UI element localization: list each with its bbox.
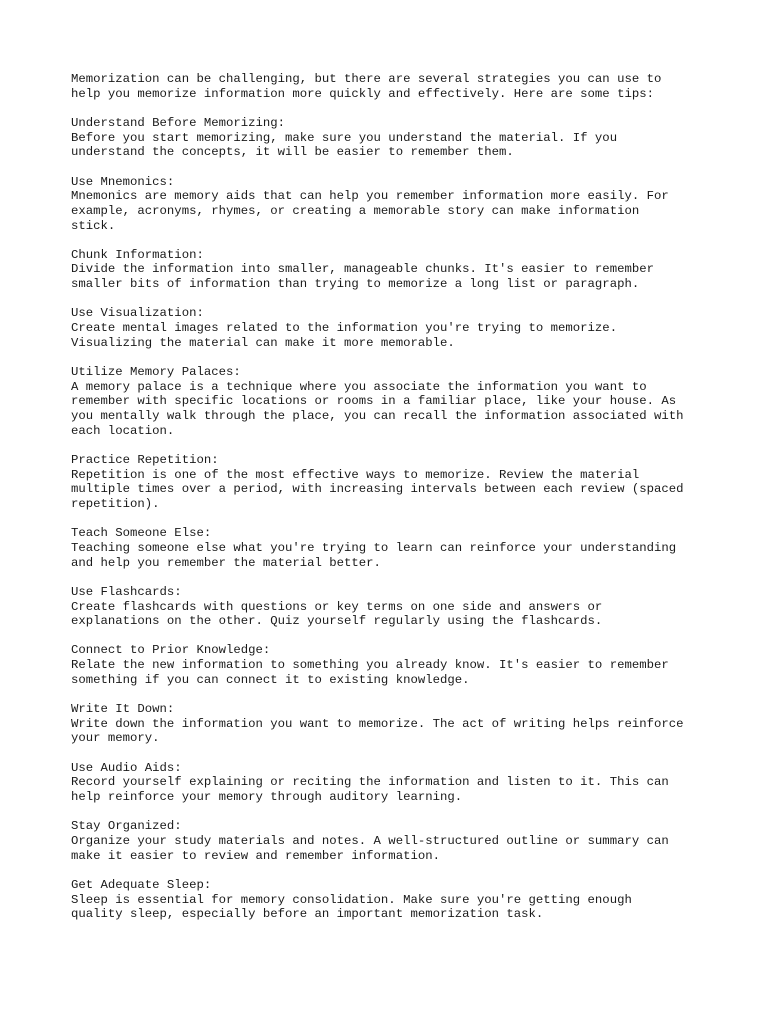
section-body: Write down the information you want to memorize. The act of writing helps reinforce your memory. <box>71 716 684 746</box>
section-body: Repetition is one of the most effective ways to memorize. Review the material multiple times over a period, with increasing intervals between each review (spaced repetition). <box>71 467 684 511</box>
section-use-flashcards <box>71 585 711 629</box>
section-heading: Use Mnemonics: <box>71 174 175 189</box>
section-body: Relate the new information to something you already know. It's easier to remember something if you can connect it to existing knowledge. <box>71 658 669 687</box>
section-heading: Use Audio Aids: <box>71 760 182 775</box>
section-heading: Practice Repetition: <box>71 452 219 467</box>
intro-paragraph: Memorization can be challenging, but there are several strategies you can use to help you memorize information more quickly and effectively. Here are some tips: <box>71 72 662 101</box>
section-body: Record yourself explaining or reciting the information and listen to it. This can help reinforce your memory through auditory learning. <box>71 775 669 804</box>
section-use-audio-aids <box>71 761 711 805</box>
section-understand-before-memorizing <box>71 116 711 160</box>
section-body: Teaching someone else what you're trying to learn can reinforce your understanding and help you remember the material better. <box>71 540 677 570</box>
section-use-mnemonics <box>71 175 711 234</box>
document-page <box>71 72 711 937</box>
section-use-visualization <box>71 306 711 350</box>
section-connect-to-prior-knowledge <box>71 643 711 687</box>
section-body: Before you start memorizing, make sure you understand the material. If you understand the concepts, it will be easier to remember them. <box>71 130 618 160</box>
section-chunk-information <box>71 248 711 292</box>
section-get-adequate-sleep <box>71 878 711 922</box>
section-heading: Stay Organized: <box>71 819 182 834</box>
section-heading: Utilize Memory Palaces: <box>71 365 241 380</box>
section-heading: Understand Before Memorizing: <box>71 115 286 130</box>
section-body: A memory palace is a technique where you associate the information you want to remember with specific locations or rooms in a familiar place, like your house. As you mentally walk through the place, you can recall the information associated with each location. <box>71 379 684 438</box>
section-utilize-memory-palaces <box>71 365 711 438</box>
section-write-it-down <box>71 702 711 746</box>
section-body: Create flashcards with questions or key terms on one side and answers or explanations on the other. Quiz yourself regularly using the flashcards. <box>71 599 603 629</box>
section-stay-organized <box>71 819 711 863</box>
section-heading: Teach Someone Else: <box>71 526 212 541</box>
section-body: Sleep is essential for memory consolidation. Make sure you're getting enough quality sleep, especially before an important memorization task. <box>71 892 632 922</box>
section-body: Organize your study materials and notes. A well-structured outline or summary can make it easier to review and remember information. <box>71 833 669 863</box>
section-heading: Chunk Information: <box>71 247 204 262</box>
section-heading: Use Visualization: <box>71 306 204 321</box>
section-body: Create mental images related to the information you're trying to memorize. Visualizing the material can make it more memorable. <box>71 321 618 350</box>
section-heading: Connect to Prior Knowledge: <box>71 643 271 658</box>
section-heading: Get Adequate Sleep: <box>71 877 212 892</box>
section-practice-repetition <box>71 453 711 512</box>
section-body: Divide the information into smaller, manageable chunks. It's easier to remember smaller bits of information than trying to memorize a long list or paragraph. <box>71 262 654 292</box>
section-teach-someone-else <box>71 526 711 570</box>
section-heading: Write It Down: <box>71 702 175 717</box>
section-body: Mnemonics are memory aids that can help you remember information more easily. For example, acronyms, rhymes, or creating a memorable story can make information stick. <box>71 189 669 233</box>
section-heading: Use Flashcards: <box>71 584 182 599</box>
